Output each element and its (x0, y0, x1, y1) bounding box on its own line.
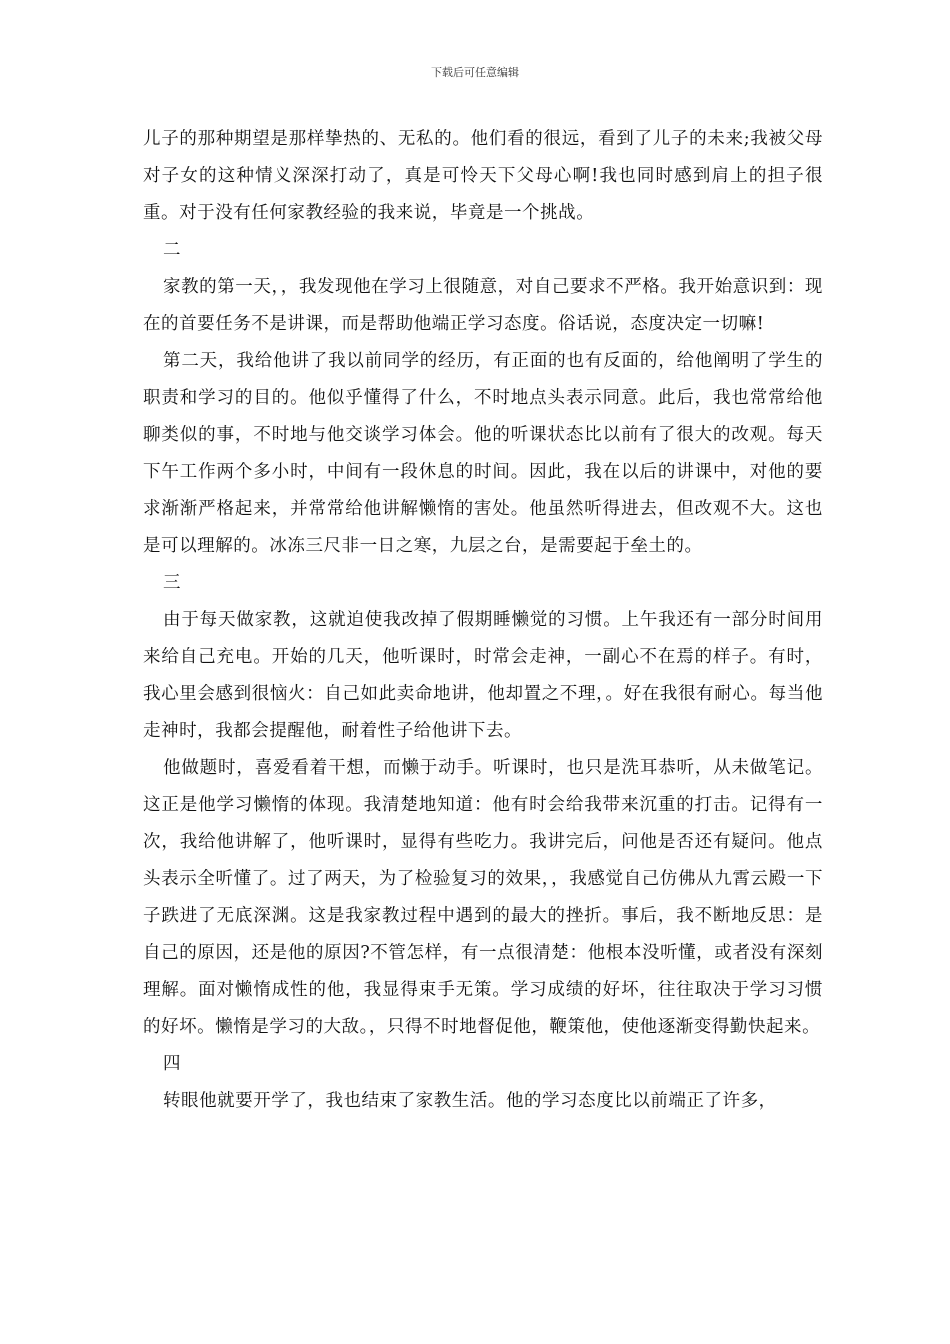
paragraph-3: 第二天，我给他讲了我以前同学的经历，有正面的也有反面的，给他阐明了学生的职责和学习的目的。他似乎懂得了什么，不时地点头表示同意。此后，我也常常给他聊类似的事，不时地与他交谈学习体会。他的听课状态比以前有了很大的改观。每天下午工作两个多小时，中间有一段休息的时间。因此，我在以后的讲课中，对他的要求渐渐严格起来，并常常给他讲解懒惰的害处。他虽然听得进去，但改观不大。这也是可以理解的。冰冻三尺非一日之寒，九层之台，是需要起于垒土的。 (143, 351, 823, 556)
section-heading-2: 二 (163, 240, 182, 260)
paragraph-4: 由于每天做家教，这就迫使我改掉了假期睡懒觉的习惯。上午我还有一部分时间用来给自己充电。开始的几天，他听课时，时常会走神，一副心不在焉的样子。有时，我心里会感到很恼火：自己如此卖命地讲，他却置之不理，。好在我很有耐心。每当他走神时，我都会提醒他，耐着性子给他讲下去。 (143, 610, 823, 741)
page-header: 下载后可任意编辑 (431, 66, 519, 79)
paragraph-2: 家教的第一天，，我发现他在学习上很随意，对自己要求不严格。我开始意识到：现在的首要任务不是讲课，而是帮助他端正学习态度。俗话说，态度决定一切嘛! (143, 277, 823, 334)
paragraph-5: 他做题时，喜爱看着干想，而懒于动手。听课时，也只是洗耳恭听，从未做笔记。这正是他学习懒惰的体现。我清楚地知道：他有时会给我带来沉重的打击。记得有一次，我给他讲解了，他听课时，显得有些吃力。我讲完后，问他是否还有疑问。他点头表示全听懂了。过了两天，为了检验复习的效果，，我感觉自己仿佛从九霄云殿一下子跌进了无底深渊。这是我家教过程中遇到的最大的挫折。事后，我不断地反思：是自己的原因，还是他的原因?不管怎样，有一点很清楚：他根本没听懂，或者没有深刻理解。面对懒惰成性的他，我显得束手无策。学习成绩的好坏，往往取决于学习习惯的好坏。懒惰是学习的大敌。，只得不时地督促他，鞭策他，使他逐渐变得勤快起来。 (143, 758, 823, 1037)
paragraph-1: 儿子的那种期望是那样挚热的、无私的。他们看的很远，看到了儿子的未来;我被父母对子女的这种情义深深打动了，真是可怜天下父母心啊!我也同时感到肩上的担子很重。对于没有任何家教经验的我来说，毕竟是一个挑战。 (143, 129, 823, 223)
section-heading-3: 三 (163, 573, 182, 593)
document-body (143, 121, 823, 1120)
paragraph-6: 转眼他就要开学了，我也结束了家教生活。他的学习态度比以前端正了许多， (163, 1091, 777, 1111)
section-heading-4: 四 (163, 1054, 182, 1074)
